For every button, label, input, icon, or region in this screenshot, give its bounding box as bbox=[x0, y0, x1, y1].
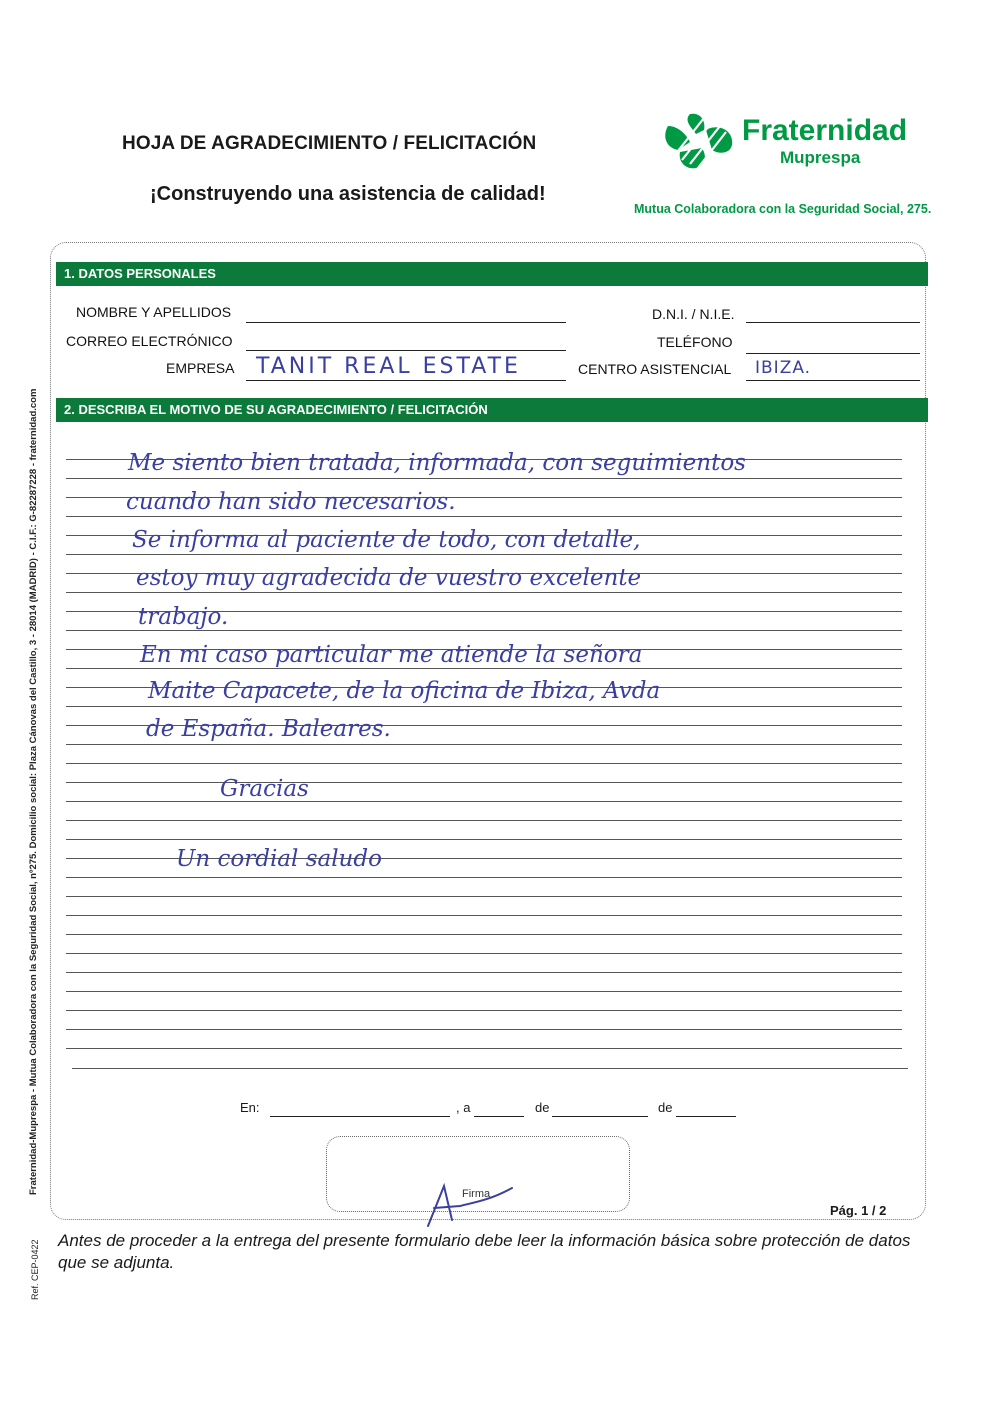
brand-subname: Muprespa bbox=[780, 148, 861, 167]
ruled-line bbox=[66, 801, 902, 802]
telefono-field[interactable] bbox=[746, 353, 920, 354]
handwritten-line: Se informa al paciente de todo, con detalle, bbox=[132, 527, 641, 553]
ruled-line bbox=[66, 478, 902, 479]
ruled-line bbox=[66, 820, 902, 821]
empresa-label: EMPRESA bbox=[166, 360, 235, 376]
handwritten-line: trabajo. bbox=[138, 604, 229, 630]
ruled-line-final bbox=[72, 1068, 908, 1069]
dni-field[interactable] bbox=[746, 322, 920, 323]
ruled-line bbox=[66, 592, 902, 593]
handwritten-line: estoy muy agradecida de vuestro excelente bbox=[136, 565, 642, 591]
date-place-field[interactable] bbox=[270, 1116, 450, 1117]
handwritten-line: Gracias bbox=[220, 776, 309, 802]
ruled-line bbox=[66, 668, 902, 669]
empresa-field[interactable] bbox=[246, 380, 566, 381]
handwritten-signature-icon bbox=[420, 1180, 530, 1235]
date-year-label: de bbox=[658, 1100, 673, 1115]
ruled-line bbox=[66, 763, 902, 764]
centro-field[interactable] bbox=[746, 380, 920, 381]
footer-privacy-note: Antes de proceder a la entrega del presente formulario debe leer la información básica sobre protección de datos que se adjunta. bbox=[58, 1231, 911, 1272]
ruled-line bbox=[66, 934, 902, 935]
date-month-label: de bbox=[535, 1100, 550, 1115]
date-day-label: , a bbox=[456, 1100, 471, 1115]
ruled-line bbox=[66, 1010, 902, 1011]
ruled-line bbox=[66, 915, 902, 916]
handwritten-line: En mi caso particular me atiende la señora bbox=[140, 642, 643, 668]
ruled-line bbox=[66, 991, 902, 992]
date-day-field[interactable] bbox=[474, 1116, 524, 1117]
page-subtitle: ¡Construyendo una asistencia de calidad! bbox=[150, 183, 546, 205]
ruled-line bbox=[66, 706, 902, 707]
ruled-line bbox=[66, 877, 902, 878]
section-reason-header: 2. DESCRIBA EL MOTIVO DE SU AGRADECIMIENTO / FELICITACIÓN bbox=[56, 398, 928, 422]
nombre-label: NOMBRE Y APELLIDOS bbox=[76, 304, 232, 320]
ruled-line bbox=[66, 1029, 902, 1030]
nombre-field[interactable] bbox=[246, 322, 566, 323]
centro-value: IBIZA. bbox=[755, 358, 812, 378]
handwritten-line: cuando han sido necesarios. bbox=[126, 489, 456, 515]
date-year-field[interactable] bbox=[676, 1116, 736, 1117]
ruled-line bbox=[66, 953, 902, 954]
signature-label: Firma bbox=[462, 1188, 491, 1200]
date-month-field[interactable] bbox=[552, 1116, 648, 1117]
brand-name: Fraternidad bbox=[742, 114, 908, 147]
handwritten-line: Maite Capacete, de la oficina de Ibiza, Avda bbox=[148, 678, 661, 704]
date-place-label: En: bbox=[240, 1100, 260, 1115]
centro-label: CENTRO ASISTENCIAL bbox=[578, 361, 732, 377]
section-personal-data-header: 1. DATOS PERSONALES bbox=[56, 262, 928, 286]
ruled-line bbox=[66, 839, 902, 840]
ruled-line bbox=[66, 744, 902, 745]
ruled-line bbox=[66, 554, 902, 555]
legal-side-text: Fraternidad-Muprespa - Mutua Colaboradora con la Seguridad Social, nº275. Domicilio social: Plaza Cánovas del Castillo, 3 - 28014 (MADRID) - C.I.F.: G-82287228 - fraternidad.com bbox=[28, 388, 39, 1195]
telefono-label: TELÉFONO bbox=[657, 334, 733, 350]
handwritten-line: Me siento bien tratada, informada, con seguimientos bbox=[128, 450, 746, 476]
page-number: Pág. 1 / 2 bbox=[830, 1203, 887, 1218]
empresa-value: TANIT REAL ESTATE bbox=[256, 354, 521, 379]
ruled-line bbox=[66, 896, 902, 897]
handwritten-line: Un cordial saludo bbox=[176, 846, 382, 872]
brand-tagline: Mutua Colaboradora con la Seguridad Social, 275. bbox=[634, 202, 932, 216]
page-title: HOJA DE AGRADECIMIENTO / FELICITACIÓN bbox=[122, 133, 537, 154]
correo-field[interactable] bbox=[246, 350, 566, 351]
reference-code: Ref. CEP-0422 bbox=[30, 1239, 40, 1300]
fraternidad-logo-icon bbox=[660, 112, 740, 177]
ruled-line bbox=[66, 630, 902, 631]
ruled-line bbox=[66, 782, 902, 783]
ruled-line bbox=[66, 972, 902, 973]
handwritten-line: de España. Baleares. bbox=[146, 716, 391, 742]
ruled-line bbox=[66, 516, 902, 517]
dni-label: D.N.I. / N.I.E. bbox=[652, 306, 735, 322]
correo-label: CORREO ELECTRÓNICO bbox=[66, 333, 233, 349]
ruled-line bbox=[66, 1048, 902, 1049]
